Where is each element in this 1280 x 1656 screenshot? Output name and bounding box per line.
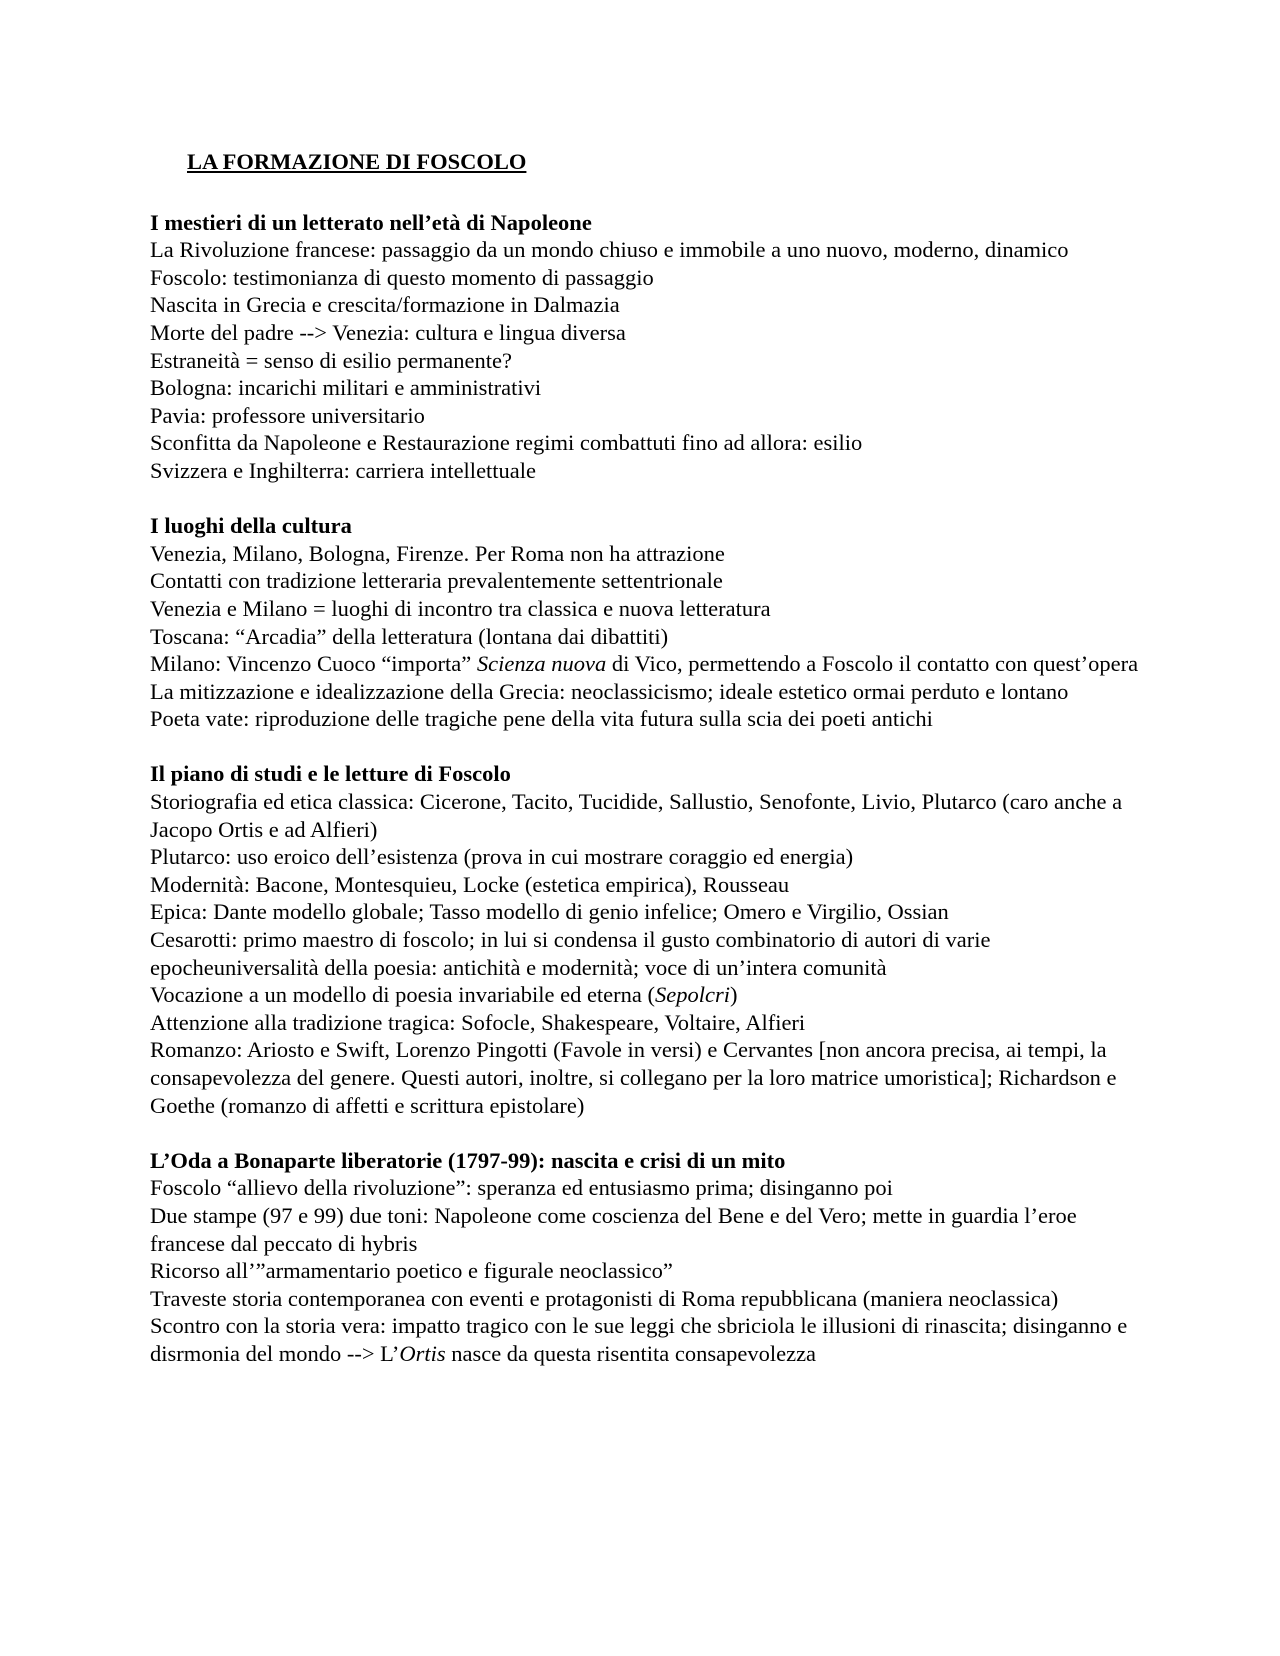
text-line: Svizzera e Inghilterra: carriera intellettuale <box>150 457 537 483</box>
text-line: Traveste storia contemporanea con eventi e protagonisti di Roma repubblicana (maniera neoclassica) <box>150 1285 1059 1311</box>
section-heading: Il piano di studi e le letture di Foscolo <box>150 761 511 787</box>
text-line: Attenzione alla tradizione tragica: Sofocle, Shakespeare, Voltaire, Alfieri <box>150 1009 806 1035</box>
text-line: Foscolo: testimonianza di questo momento di passaggio <box>150 264 654 290</box>
text-line: Foscolo “allievo della rivoluzione”: speranza ed entusiasmo prima; disinganno poi <box>150 1175 893 1201</box>
text-line: Contatti con tradizione letteraria prevalentemente settentrionale <box>150 568 723 594</box>
text-line: Modernità: Bacone, Montesquieu, Locke (estetica empirica), Rousseau <box>150 871 790 897</box>
italic-title: Scienza nuova <box>476 651 607 677</box>
text-line: Cesarotti: primo maestro di foscolo; in lui si condensa il gusto combinatorio di autori di varie epocheuniversalità della poesia: antichità e modernità; voce di un’intera comunità <box>150 927 991 980</box>
section-3 <box>150 760 1150 1119</box>
italic-title: Sepolcri <box>655 982 731 1008</box>
text-line: Estraneità = senso di esilio permanente? <box>150 347 512 373</box>
sections-container <box>150 209 1150 1368</box>
section-4 <box>150 1147 1150 1368</box>
text-line: Epica: Dante modello globale; Tasso modello di genio infelice; Omero e Virgilio, Ossian <box>150 899 949 925</box>
text-line: Ricorso all’”armamentario poetico e figurale neoclassico” <box>150 1258 673 1284</box>
text-line: Bologna: incarichi militari e amministrativi <box>150 375 542 401</box>
text-line: La mitizzazione e idealizzazione della Grecia: neoclassicismo; ideale estetico ormai perduto e lontano <box>150 678 1069 704</box>
text-line: Sconfitta da Napoleone e Restaurazione regimi combattuti fino ad allora: esilio <box>150 430 863 456</box>
section-1 <box>150 209 1150 485</box>
text-line: Vocazione a un modello di poesia invariabile ed eterna (Sepolcri) <box>150 982 738 1008</box>
text-line: Milano: Vincenzo Cuoco “importa” Scienza nuova di Vico, permettendo a Foscolo il contatto con quest’opera <box>150 651 1139 677</box>
text-line: Poeta vate: riproduzione delle tragiche pene della vita futura sulla scia dei poeti antichi <box>150 706 933 732</box>
section-heading: I mestieri di un letterato nell’età di Napoleone <box>150 209 592 235</box>
text-line: Romanzo: Ariosto e Swift, Lorenzo Pingotti (Favole in versi) e Cervantes [non ancora precisa, ai tempi, la consapevolezza del genere. Questi autori, inoltre, si collegano per la loro matrice umoristica]; Richardson e Goethe (romanzo di affetti e scrittura epistolare) <box>150 1037 1117 1118</box>
text-line: Venezia e Milano = luoghi di incontro tra classica e nuova letteratura <box>150 595 771 621</box>
text-line: Pavia: professore universitario <box>150 402 425 428</box>
section-heading: I luoghi della cultura <box>150 513 352 539</box>
italic-title: Ortis <box>399 1340 446 1366</box>
text-line: Nascita in Grecia e crescita/formazione in Dalmazia <box>150 292 620 318</box>
text-line: Scontro con la storia vera: impatto tragico con le sue leggi che sbriciola le illusioni di rinascita; disinganno e disrmonia del mondo --> L’Ortis nasce da questa risentita consapevolezza <box>150 1313 1128 1366</box>
text-line: Plutarco: uso eroico dell’esistenza (prova in cui mostrare coraggio ed energia) <box>150 844 854 870</box>
document-title: LA FORMAZIONE DI FOSCOLO <box>187 149 527 174</box>
text-line: La Rivoluzione francese: passaggio da un mondo chiuso e immobile a uno nuovo, moderno, dinamico <box>150 237 1069 263</box>
text-line: Venezia, Milano, Bologna, Firenze. Per Roma non ha attrazione <box>150 540 725 566</box>
section-heading: L’Oda a Bonaparte liberatorie (1797-99): nascita e crisi di un mito <box>150 1147 786 1173</box>
section-2 <box>150 512 1150 733</box>
document-body <box>150 148 1150 1395</box>
text-line: Storiografia ed etica classica: Cicerone, Tacito, Tucidide, Sallustio, Senofonte, Livio, Plutarco (caro anche a Jacopo Ortis e ad Alfieri) <box>150 789 1123 842</box>
text-line: Toscana: “Arcadia” della letteratura (lontana dai dibattiti) <box>150 623 669 649</box>
text-line: Due stampe (97 e 99) due toni: Napoleone come coscienza del Bene e del Vero; mette in guardia l’eroe francese dal peccato di hybris <box>150 1202 1077 1256</box>
text-line: Morte del padre --> Venezia: cultura e lingua diversa <box>150 319 626 345</box>
